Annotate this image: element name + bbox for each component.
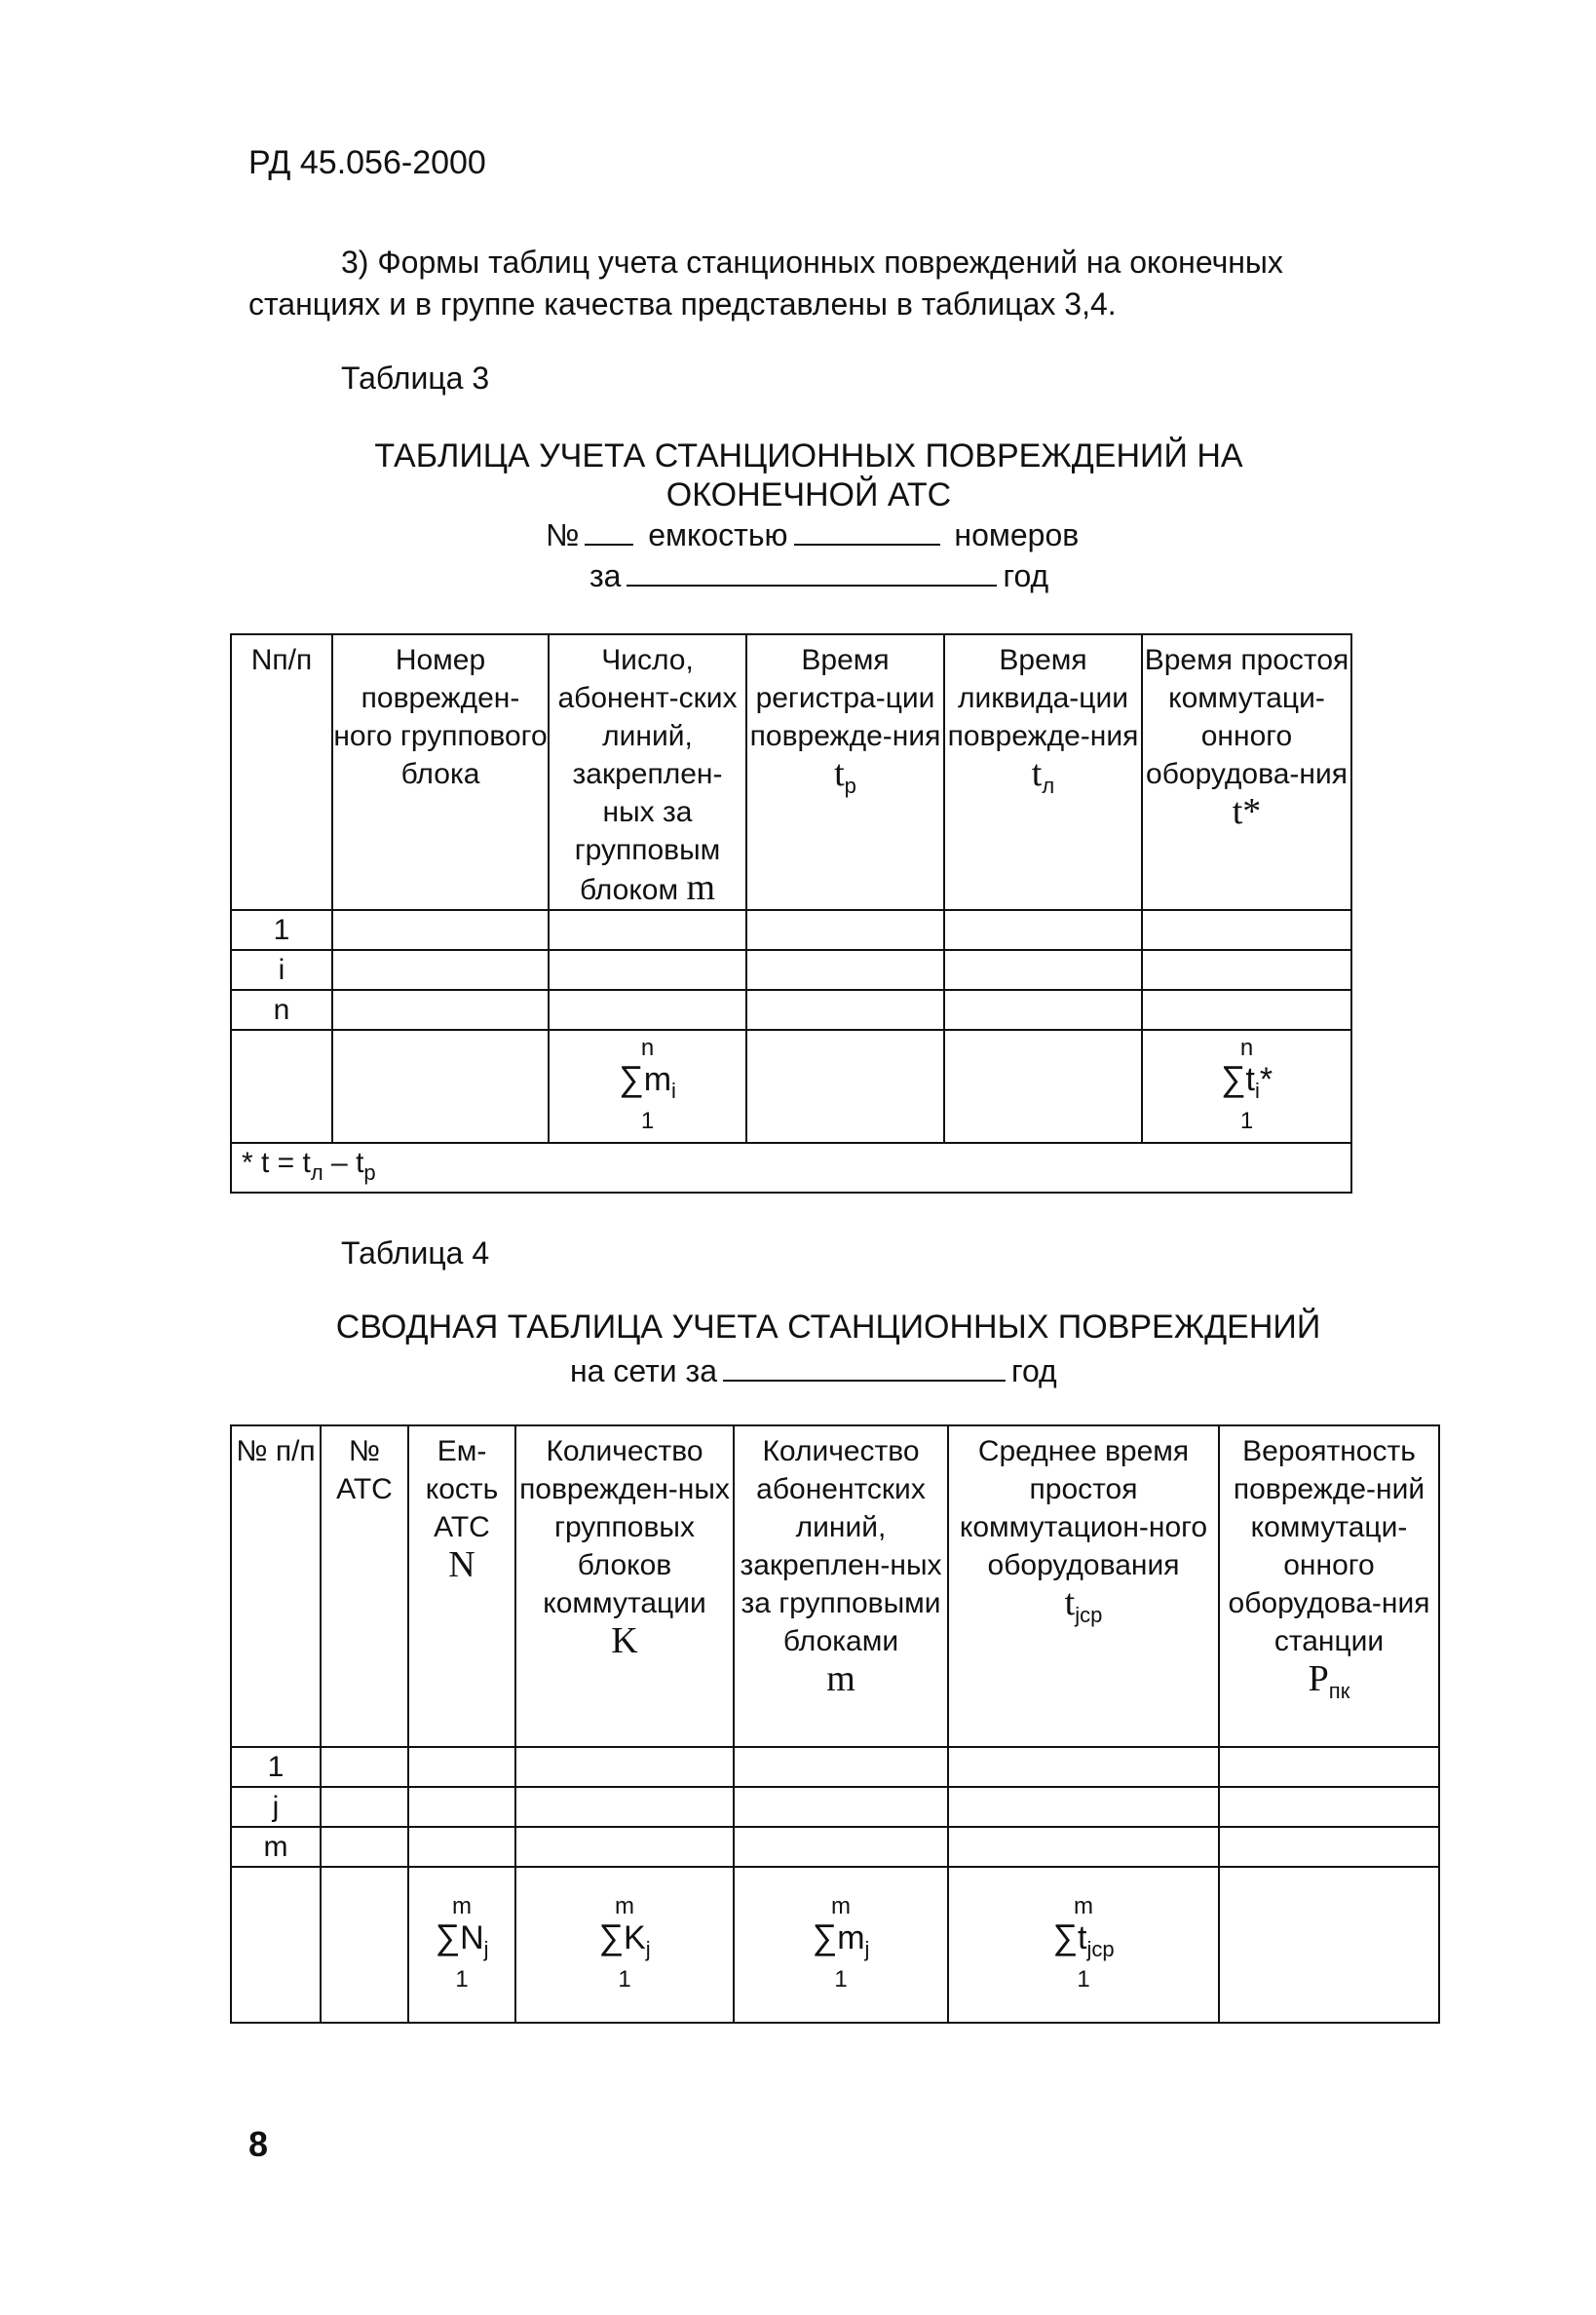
- table4-title: СВОДНАЯ ТАБЛИЦА УЧЕТА СТАНЦИОННЫХ ПОВРЕЖДЕНИЙ: [335, 1309, 1321, 1346]
- t4-sum-k: m $\sum K_j$ 1: [515, 1867, 734, 2023]
- t3-footnote-row: [231, 1143, 1351, 1193]
- t4-header-capacity: Ем-кость АТС N: [408, 1425, 515, 1747]
- t3-row-label: 1: [231, 910, 332, 950]
- intro-paragraph: [248, 242, 1320, 325]
- table-row: [231, 1787, 1439, 1827]
- intro-line-2: станциях и в группе качества представлены в таблицах 3,4.: [248, 286, 1117, 322]
- table4: [230, 1424, 1440, 2024]
- table4-year-blank: [723, 1350, 1006, 1382]
- table3-no-label: №: [546, 517, 580, 552]
- table-row: [231, 1747, 1439, 1787]
- table3-number-blank: [585, 514, 633, 546]
- t4-header-subscriber-lines: Количество абонентских линий, закреплен-ных за групповыми блоками m: [734, 1425, 948, 1747]
- t3-header-registration-time: Время регистра-ции поврежде-ния $t_р$: [746, 634, 944, 910]
- table3-capacity-label: емкостью: [648, 517, 788, 552]
- t4-sum-m: m $\sum m_j$ 1: [734, 1867, 948, 2023]
- table3-title-line2: ОКОНЕЧНОЙ АТС: [665, 476, 952, 513]
- t4-header-avg-downtime: Среднее время простоя коммутацион-ного оборудования $t_{jср}$: [948, 1425, 1219, 1747]
- table-row: [231, 950, 1351, 990]
- table3-numbers-label: номеров: [954, 517, 1080, 552]
- t4-row-label: j: [231, 1787, 321, 1827]
- t4-sum-t: m $\sum t_{jср}$ 1: [948, 1867, 1219, 2023]
- table-row: [231, 910, 1351, 950]
- table3-year-label: год: [1003, 558, 1049, 593]
- t3-footnote: * $t = t_л - t_р$: [231, 1143, 1351, 1193]
- t3-header-block-number: Номер поврежден-ного группового блока: [332, 634, 549, 910]
- t4-row-label: m: [231, 1827, 321, 1867]
- table-row: [231, 990, 1351, 1030]
- t3-sum-row: [231, 1030, 1351, 1143]
- t4-header-npp: № п/п: [231, 1425, 321, 1747]
- t3-row-label: i: [231, 950, 332, 990]
- t3-row-label: n: [231, 990, 332, 1030]
- t4-header-ats-number: № АТС: [321, 1425, 408, 1747]
- table3-capacity-blank: [794, 514, 940, 546]
- t3-header-lines-count: Число, абонент-ских линий, закреплен-ных за групповым блоком m: [549, 634, 746, 910]
- table3-title-line1: ТАБЛИЦА УЧЕТА СТАНЦИОННЫХ ПОВРЕЖДЕНИЙ НА: [374, 437, 1243, 474]
- table3-subtitle-row1: [546, 514, 1079, 553]
- t3-header-downtime: Время простоя коммутаци-онного оборудова-ния t*: [1142, 634, 1351, 910]
- t3-header-npp: Nп/п: [231, 634, 332, 910]
- t3-sum-m: n $\sum m_i$ 1: [549, 1030, 746, 1143]
- t3-header-elimination-time: Время ликвида-ции поврежде-ния $t_л$: [944, 634, 1142, 910]
- table3-subtitle-row2: [589, 555, 1048, 594]
- t4-header-damaged-blocks: Количество поврежден-ных групповых блоков коммутации K: [515, 1425, 734, 1747]
- table4-subtitle-prefix: на сети за: [570, 1353, 717, 1388]
- document-code: РД 45.056-2000: [248, 144, 486, 181]
- t4-header-damage-probability: Вероятность поврежде-ний коммутаци-онного оборудова-ния станции $P_{пк}$: [1219, 1425, 1439, 1747]
- t3-sum-t: n $\sum t_i*$ 1: [1142, 1030, 1351, 1143]
- t4-sum-n: m $\sum N_j$ 1: [408, 1867, 515, 2023]
- table3-caption: Таблица 3: [341, 361, 490, 396]
- table3-for-label: за: [589, 558, 622, 593]
- intro-line-1: 3) Формы таблиц учета станционных повреждений на оконечных: [341, 245, 1283, 280]
- t4-sum-row: [231, 1867, 1439, 2023]
- table4-subtitle: [570, 1350, 1057, 1389]
- table3: [230, 633, 1352, 1194]
- table4-caption: Таблица 4: [341, 1235, 490, 1271]
- table4-year-label: год: [1010, 1353, 1057, 1388]
- page-number: 8: [248, 2124, 269, 2164]
- table-row: [231, 1827, 1439, 1867]
- table3-title: [370, 436, 1247, 514]
- table3-year-blank: [627, 555, 997, 587]
- t4-row-label: 1: [231, 1747, 321, 1787]
